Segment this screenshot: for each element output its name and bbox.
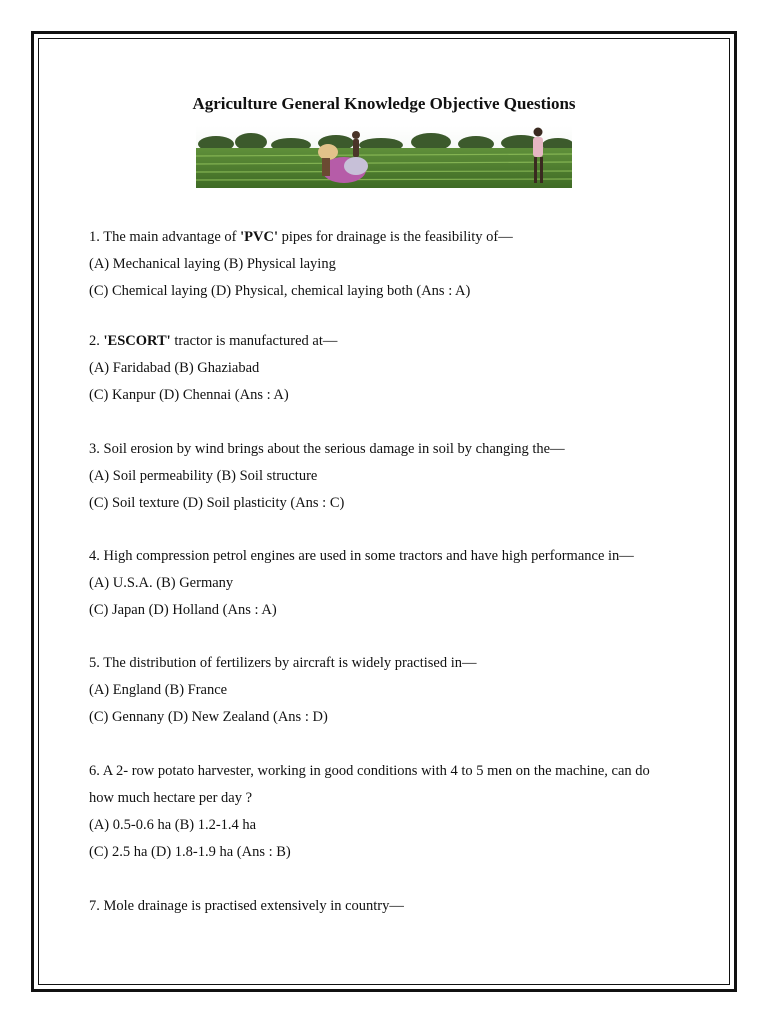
- option-line: (C) Gennany (D) New Zealand (Ans : D): [89, 709, 328, 725]
- banner-image: [196, 126, 572, 188]
- option-line: (A) 0.5-0.6 ha (B) 1.2-1.4 ha: [89, 817, 257, 833]
- option-line: (A) U.S.A. (B) Germany: [89, 575, 234, 591]
- question-text: 7. Mole drainage is practised extensively in country—: [89, 898, 404, 914]
- option-line: (C) Japan (D) Holland (Ans : A): [89, 602, 277, 618]
- question-text: 3. Soil erosion by wind brings about the serious damage in soil by changing the—: [89, 441, 565, 457]
- question-text: 4. High compression petrol engines are used in some tractors and have high performance in—: [89, 548, 634, 564]
- option-line: (A) England (B) France: [89, 682, 228, 698]
- question-7: [89, 893, 709, 920]
- option-line: (A) Faridabad (B) Ghaziabad: [89, 360, 260, 376]
- question-text-continuation: how much hectare per day ?: [89, 790, 253, 806]
- question-text: 5. The distribution of fertilizers by aircraft is widely practised in—: [89, 655, 477, 671]
- question-text: 2. 'ESCORT' tractor is manufactured at—: [89, 333, 338, 349]
- question-2: [89, 328, 709, 409]
- page-title: Agriculture General Knowledge Objective Questions: [192, 94, 576, 113]
- question-text: 1. The main advantage of 'PVC' pipes for drainage is the feasibility of—: [89, 229, 513, 245]
- question-text: 6. A 2- row potato harvester, working in good conditions with 4 to 5 men on the machine, can do: [89, 763, 650, 779]
- option-line: (A) Soil permeability (B) Soil structure: [89, 468, 318, 484]
- question-6: [89, 758, 709, 866]
- option-line: (A) Mechanical laying (B) Physical laying: [89, 256, 336, 272]
- option-line: (C) Soil texture (D) Soil plasticity (Ans : C): [89, 495, 345, 511]
- option-line: (C) 2.5 ha (D) 1.8-1.9 ha (Ans : B): [89, 844, 291, 860]
- question-4: [89, 543, 709, 624]
- farmer-standing-figure-1: [352, 131, 360, 157]
- option-line: (C) Kanpur (D) Chennai (Ans : A): [89, 387, 289, 403]
- question-5: [89, 650, 709, 731]
- question-3: [89, 436, 709, 517]
- option-line: (C) Chemical laying (D) Physical, chemical laying both (Ans : A): [89, 283, 471, 299]
- question-1: [89, 224, 709, 305]
